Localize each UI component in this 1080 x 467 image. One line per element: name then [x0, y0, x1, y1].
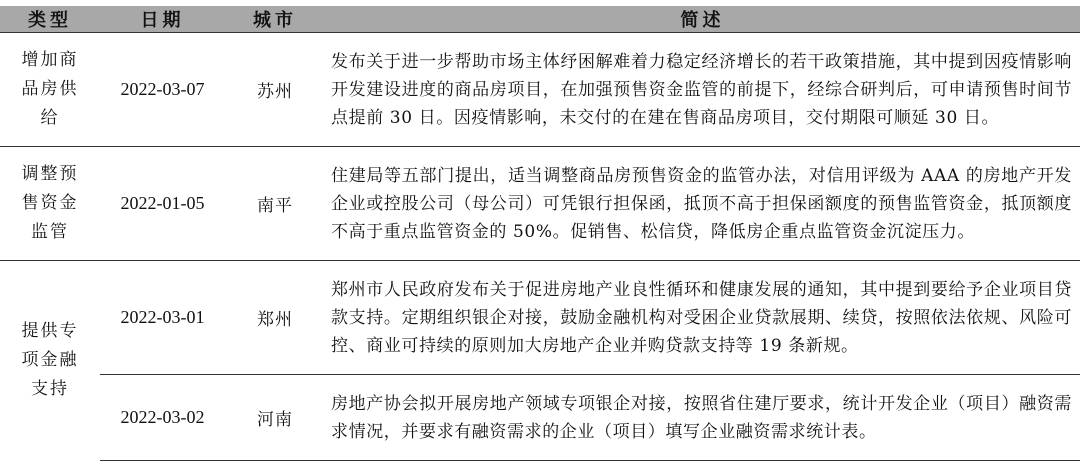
table-header-row: [0, 6, 1080, 33]
city-cell: 南平: [225, 147, 325, 261]
city-cell: 郑州: [225, 261, 325, 375]
date-cell: 2022-01-05: [100, 147, 225, 261]
table-row: [0, 147, 1080, 261]
date-cell: 2022-03-07: [100, 33, 225, 147]
description-cell: 郑州市人民政府发布关于促进房地产业良性循环和健康发展的通知，其中提到要给予企业项目贷款支持。定期组织银企对接，鼓励金融机构对受困企业贷款展期、续贷，按照依法依规、风险可控、商业可持续的原则加大房地产企业并购贷款支持等 19 条新规。: [325, 261, 1080, 375]
table-row: [0, 261, 1080, 375]
description-cell: 房地产协会拟开展房地产领域专项银企对接，按照省住建厅要求，统计开发企业（项目）融资需求情况，并要求有融资需求的企业（项目）填写企业融资需求统计表。: [325, 375, 1080, 461]
table-row: [0, 33, 1080, 147]
header-description: 简述: [325, 6, 1080, 33]
header-date: 日期: [100, 6, 225, 33]
description-cell: 住建局等五部门提出，适当调整商品房预售资金的监管办法，对信用评级为 AAA 的房地产开发企业或控股公司（母公司）可凭银行担保函，抵顶不高于担保函额度的预售监管资金，抵顶额度不高于重点监管资金的 50%。促销售、松信贷，降低房企重点监管资金沉淀压力。: [325, 147, 1080, 261]
type-cell: 调整预售资金监管: [0, 147, 100, 261]
header-type: 类型: [0, 6, 100, 33]
type-cell: 提供专项金融支持: [21, 321, 79, 400]
date-cell: 2022-03-02: [100, 375, 225, 461]
type-cell: 增加商品房供给: [0, 33, 100, 147]
city-cell: 苏州: [225, 33, 325, 147]
header-city: 城市: [225, 6, 325, 33]
policy-table: [0, 6, 1080, 461]
table-row: [0, 375, 1080, 461]
description-cell: 发布关于进一步帮助市场主体纾困解难着力稳定经济增长的若干政策措施，其中提到因疫情影响开发建设进度的商品房项目，在加强预售资金监管的前提下，经综合研判后，可申请预售时间节点提前 30 日。因疫情影响，未交付的在建在售商品房项目，交付期限可顺延 30 日。: [325, 33, 1080, 147]
date-cell: 2022-03-01: [100, 261, 225, 375]
city-cell: 河南: [225, 375, 325, 461]
